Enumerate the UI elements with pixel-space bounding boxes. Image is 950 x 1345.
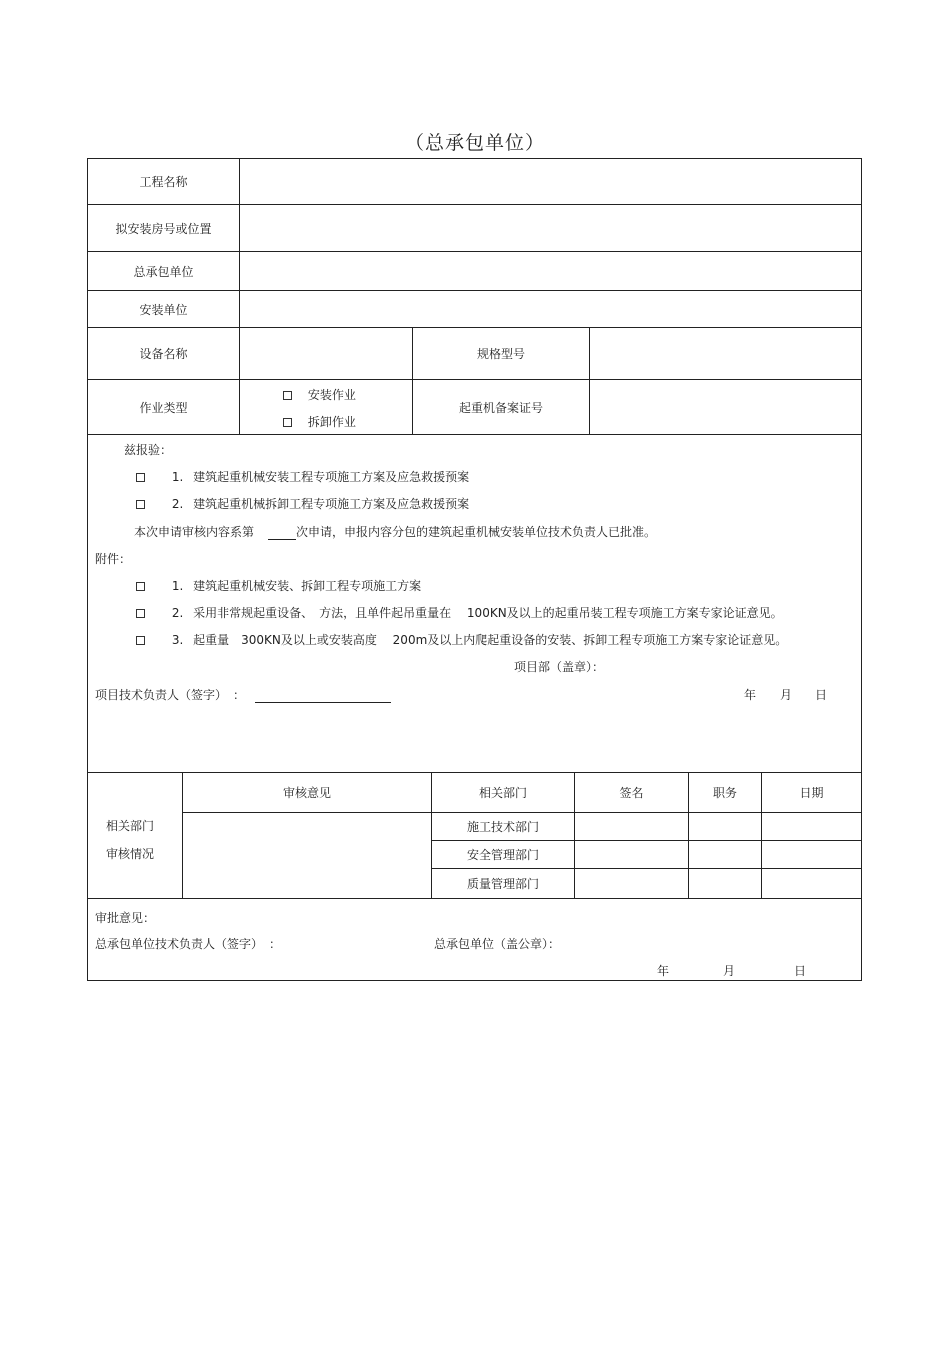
application-count-blank[interactable] <box>268 525 296 540</box>
equipment-name-field[interactable] <box>240 328 412 379</box>
signature-line[interactable] <box>255 688 391 703</box>
date-cell[interactable] <box>762 869 861 898</box>
review-side-label-2: 审核情况 <box>106 847 155 861</box>
checkbox-icon[interactable] <box>136 473 145 482</box>
checkbox-icon[interactable] <box>136 609 145 618</box>
crane-record-field[interactable] <box>590 380 861 434</box>
work-type-option-dismantle[interactable] <box>283 413 356 430</box>
work-type-label: 作业类型 <box>139 400 188 415</box>
install-unit-field[interactable] <box>240 291 861 327</box>
approval-date-month: 月 <box>723 964 736 978</box>
general-contractor-field[interactable] <box>240 252 861 290</box>
attachment-item-2[interactable]: 2. 采用非常规起重设备、 方法，且单件起吊重量在 100KN及以上的起重吊装工程专项施工方案专家论证意见。 <box>136 604 783 621</box>
form-title: （总承包单位） <box>404 132 545 154</box>
install-location-field[interactable] <box>240 205 861 251</box>
report-date-day: 日 <box>815 688 828 702</box>
header-review-opinion: 审核意见 <box>282 786 331 800</box>
position-cell[interactable] <box>689 841 761 868</box>
header-position: 职务 <box>712 786 737 800</box>
report-date-year: 年 <box>744 688 757 702</box>
report-item-1[interactable]: 1. 建筑起重机械安装工程专项施工方案及应急救援预案 <box>136 468 469 485</box>
approval-date-day: 日 <box>794 964 807 978</box>
report-date-month: 月 <box>780 688 793 702</box>
attachment-item-3[interactable]: 3. 起重量 300KN及以上或安装高度 200m及以上内爬起重设备的安装、拆卸工程专项施工方案专家论证意见。 <box>136 631 787 648</box>
general-contractor-label: 总承包单位 <box>133 264 194 279</box>
checkbox-icon[interactable] <box>136 582 145 591</box>
option-label: 拆卸作业 <box>307 415 356 429</box>
option-label: 安装作业 <box>307 388 356 402</box>
crane-record-label: 起重机备案证号 <box>458 400 543 415</box>
header-department: 相关部门 <box>478 786 527 800</box>
date-cell[interactable] <box>762 841 861 868</box>
position-cell[interactable] <box>689 813 761 840</box>
header-date: 日期 <box>799 786 824 800</box>
project-name-label: 工程名称 <box>139 175 188 189</box>
spec-model-label: 规格型号 <box>476 347 525 361</box>
approval-date-year: 年 <box>657 964 670 978</box>
review-opinion-field[interactable] <box>183 813 431 898</box>
date-cell[interactable] <box>762 813 861 840</box>
dept-safety-management: 安全管理部门 <box>466 848 539 862</box>
tech-lead-signature: 项目技术负责人（签字） ： <box>95 686 391 703</box>
equipment-name-label: 设备名称 <box>139 347 188 361</box>
report-heading: 兹报验： <box>124 443 173 457</box>
attachment-item-1[interactable]: 1. 建筑起重机械安装、拆卸工程专项施工方案 <box>136 577 421 594</box>
project-dept-seal: 项目部（盖章）： <box>514 660 605 674</box>
gc-seal: 总承包单位（盖公章）： <box>434 937 561 951</box>
header-signature: 签名 <box>619 786 644 800</box>
checkbox-icon[interactable] <box>283 391 292 400</box>
signature-cell[interactable] <box>575 813 688 840</box>
dept-quality-management: 质量管理部门 <box>466 877 539 891</box>
dept-construction-tech: 施工技术部门 <box>466 820 539 834</box>
signature-cell[interactable] <box>575 869 688 898</box>
spec-model-field[interactable] <box>590 328 861 379</box>
checkbox-icon[interactable] <box>136 500 145 509</box>
install-location-label: 拟安装房号或位置 <box>115 221 212 236</box>
approval-heading: 审批意见： <box>95 911 156 925</box>
project-name-field[interactable] <box>240 159 861 204</box>
report-item-2[interactable]: 2. 建筑起重机械拆卸工程专项施工方案及应急救援预案 <box>136 495 469 512</box>
work-type-option-install[interactable] <box>283 386 356 403</box>
position-cell[interactable] <box>689 869 761 898</box>
application-statement: 本次申请审核内容系第 次申请，申报内容分包的建筑起重机械安装单位技术负责人已批准。 <box>134 525 657 539</box>
install-unit-label: 安装单位 <box>139 302 188 317</box>
attachments-heading: 附件： <box>95 552 132 566</box>
gc-tech-signature: 总承包单位技术负责人（签字） ： <box>95 937 282 951</box>
review-side-label-1: 相关部门 <box>106 819 155 833</box>
checkbox-icon[interactable] <box>136 636 145 645</box>
signature-cell[interactable] <box>575 841 688 868</box>
checkbox-icon[interactable] <box>283 418 292 427</box>
